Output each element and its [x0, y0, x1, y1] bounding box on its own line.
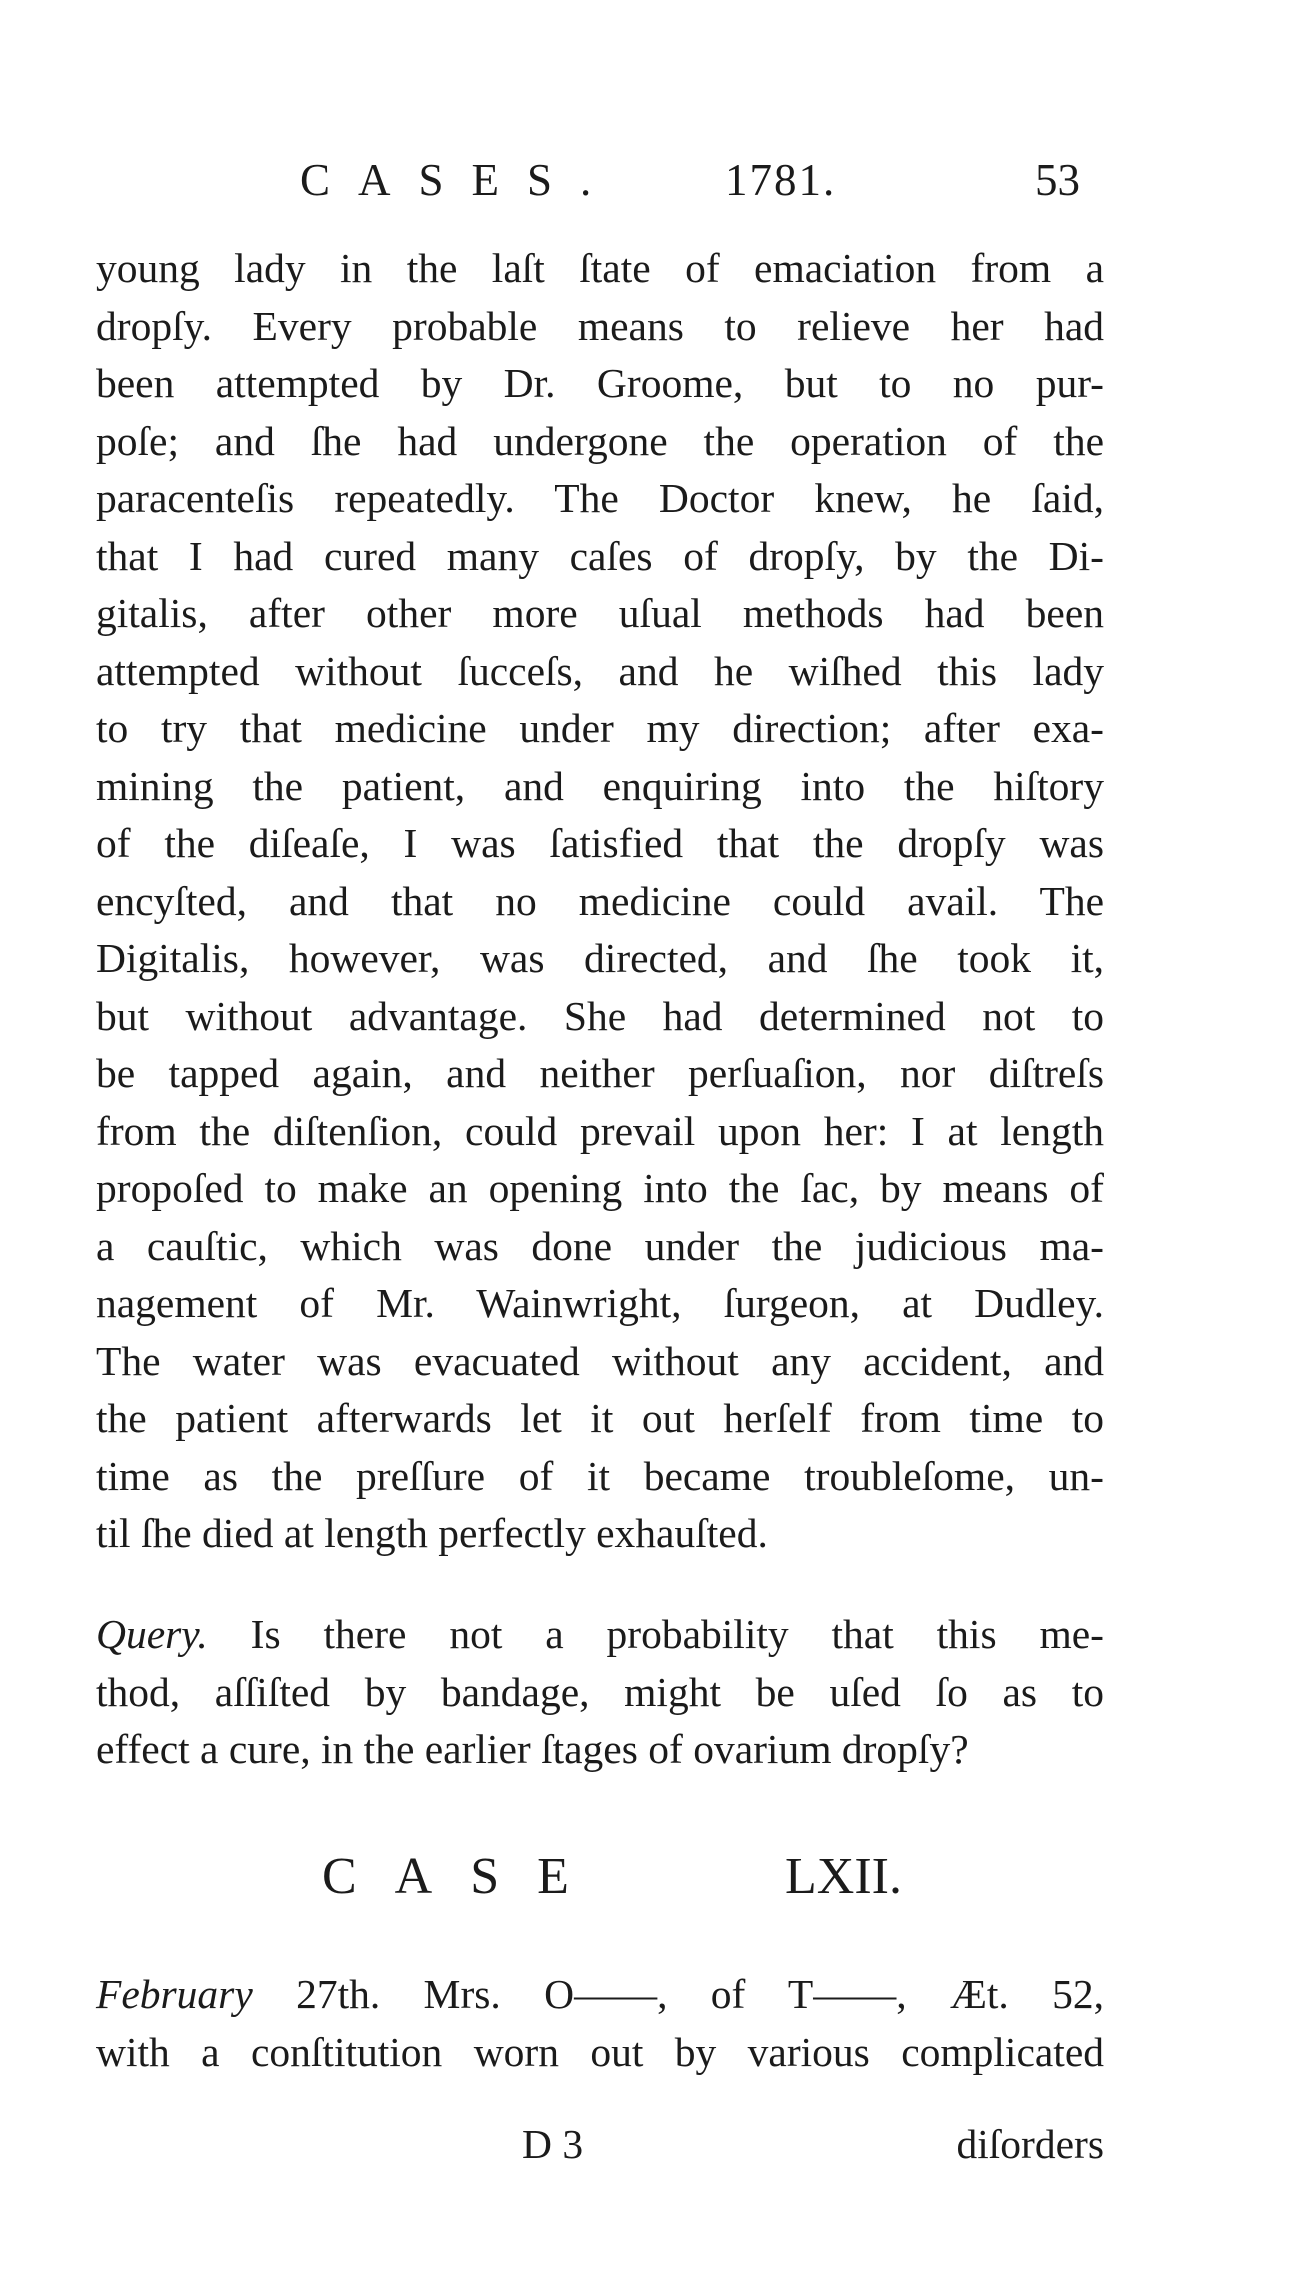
text-line: The water was evacuated without any accident, and	[96, 1337, 1104, 1384]
text-line: encyſted, and that no medicine could avail. The	[96, 877, 1104, 924]
running-head-year: 1781.	[725, 155, 837, 205]
text-line: attempted without ſucceſs, and he wiſhed this lady	[96, 647, 1104, 694]
query-text: Is there not a probability that this me-	[207, 1611, 1104, 1657]
text-line: poſe; and ſhe had undergone the operation of the	[96, 417, 1104, 464]
query-line	[96, 1606, 1104, 1664]
case-intro-line: with a conſtitution worn out by various complicated	[96, 2028, 1104, 2075]
date-label: February	[96, 1971, 253, 2017]
text-line: that I had cured many caſes of dropſy, by the Di-	[96, 532, 1104, 579]
case-heading	[322, 1842, 902, 1912]
text-line: til ſhe died at length perfectly exhauſted.	[96, 1510, 768, 1556]
case-text-paragraph	[96, 240, 1104, 1563]
query-line: thod, aſſiſted by bandage, might be uſed ſo as to	[96, 1668, 1104, 1715]
new-case-paragraph	[96, 1966, 1104, 2081]
text-line: propoſed to make an opening into the ſac, by means of	[96, 1165, 1104, 1211]
query-line: effect a cure, in the earlier ſtages of ovarium dropſy?	[96, 1726, 969, 1772]
text-line: mining the patient, and enquiring into the hiſtory	[96, 762, 1104, 809]
text-line: be tapped again, and neither perſuaſion, nor diſtreſs	[96, 1050, 1104, 1096]
text-line: Digitalis, however, was directed, and ſhe took it,	[96, 935, 1104, 981]
case-heading-word: CASE	[322, 1848, 607, 1905]
text-line: young lady in the laſt ſtate of emaciation from a	[96, 245, 1104, 291]
catchword: diſorders	[956, 2121, 1104, 2167]
text-line: but without advantage. She had determined not to	[96, 992, 1104, 1039]
query-label: Query.	[96, 1611, 208, 1657]
text-line: been attempted by Dr. Groome, but to no pur-	[96, 360, 1104, 406]
text-line: nagement of Mr. Wainwright, ſurgeon, at Dudley.	[96, 1280, 1104, 1326]
page-number: 53	[1035, 155, 1080, 205]
page-footer	[96, 2114, 1104, 2174]
text-line: the patient afterwards let it out herſelf from time to	[96, 1395, 1104, 1441]
running-head-title: CASES.	[300, 155, 620, 205]
running-head	[300, 150, 1080, 210]
text-line: paracenteſis repeatedly. The Doctor knew, he ſaid,	[96, 475, 1104, 521]
text-line: dropſy. Every probable means to relieve her had	[96, 302, 1104, 349]
text-line: a cauſtic, which was done under the judicious ma-	[96, 1222, 1104, 1269]
text-line: to try that medicine under my direction; after exa-	[96, 705, 1104, 751]
case-intro-text: 27th. Mrs. O——, of T——, Æt. 52,	[252, 1971, 1104, 2017]
query-paragraph	[96, 1606, 1104, 1779]
text-line: time as the preſſure of it became troubleſome, un-	[96, 1452, 1104, 1499]
text-line: of the diſeaſe, I was ſatisfied that the dropſy was	[96, 820, 1104, 866]
text-line: from the diſtenſion, could prevail upon her: I at length	[96, 1107, 1104, 1154]
case-intro-line	[96, 1966, 1104, 2024]
signature-mark: D 3	[522, 2121, 584, 2167]
text-line: gitalis, after other more uſual methods had been	[96, 590, 1104, 636]
case-heading-number: LXII.	[785, 1848, 902, 1905]
